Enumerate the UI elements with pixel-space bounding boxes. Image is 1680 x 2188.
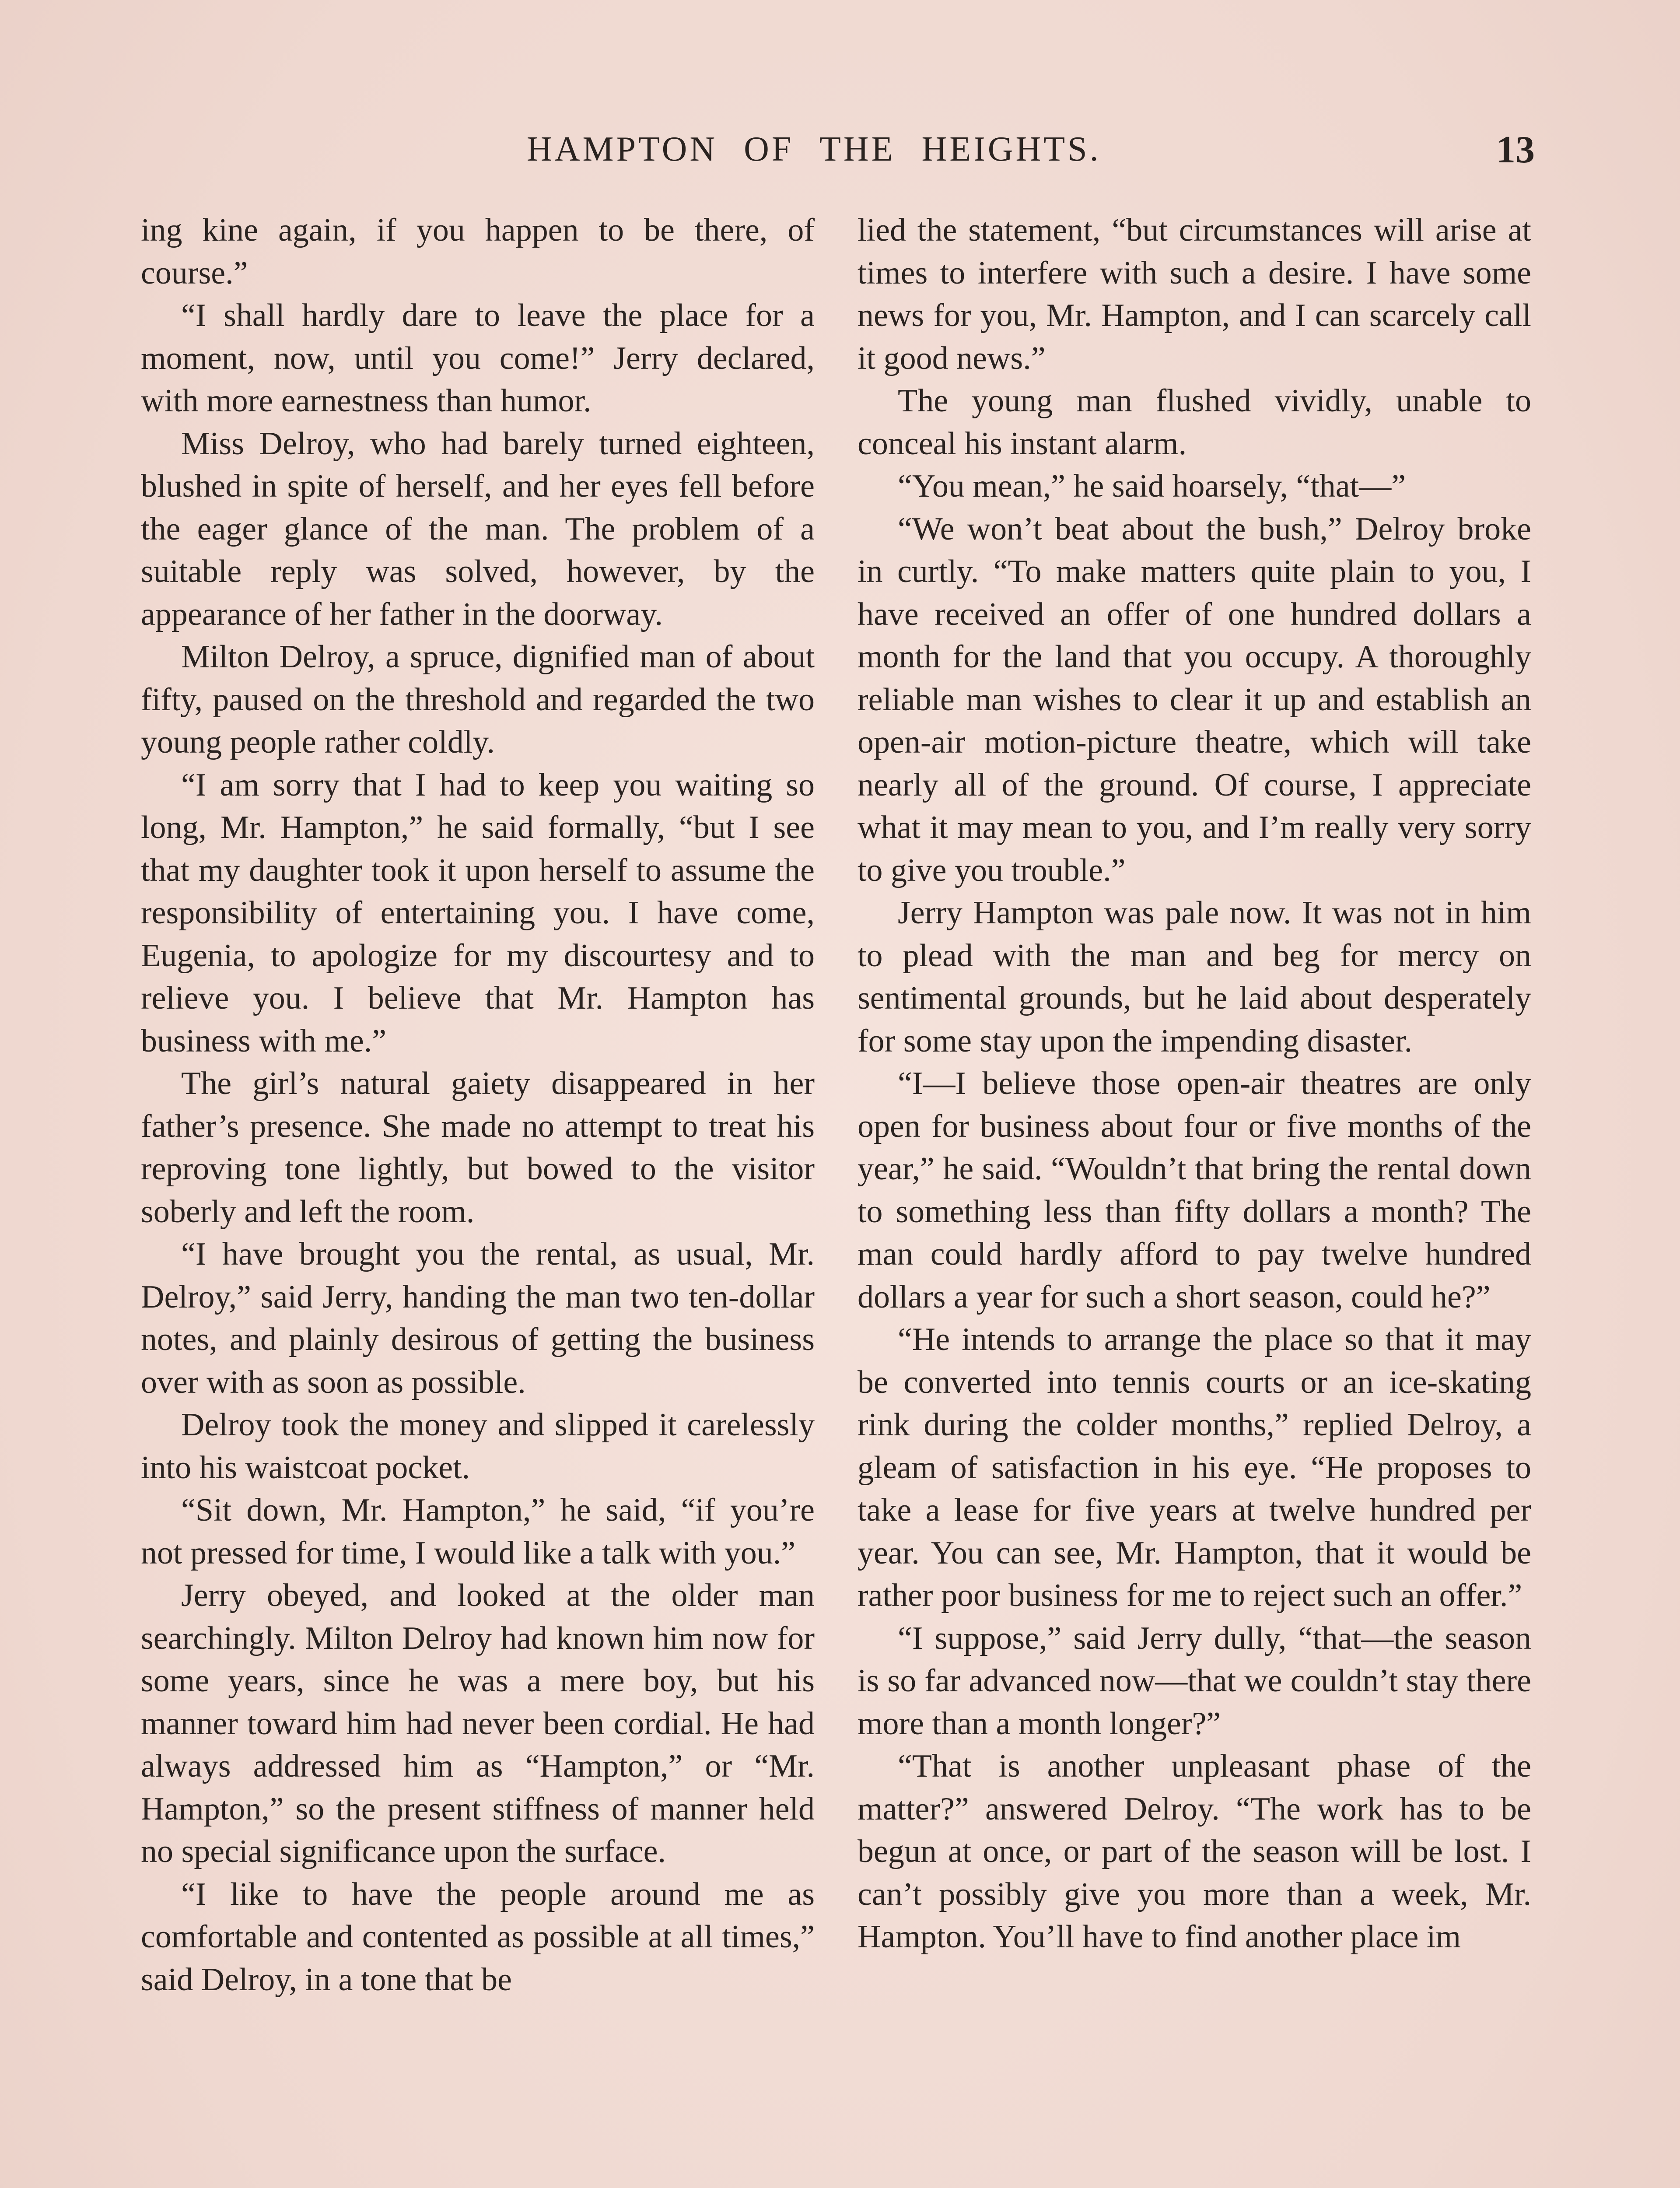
paragraph: “That is another unpleasant phase of the matter?” answered Delroy. “The work has to be begun at once, or part of the season will be lost. I can’t possibly give you more than a week, Mr. Hampton. You’ll have to find another place im — [858, 1748, 1531, 1955]
paragraph: Jerry obeyed, and looked at the older man searchingly. Milton Delroy had known him now for some years, since he was a mere boy, but his manner toward him had never been cordial. He had always addressed him as “Hampton,” or “Mr. Hampton,” so the present stiffness of manner held no special significance upon the surface. — [141, 1578, 815, 1869]
page-number: 13 — [1496, 129, 1535, 171]
paragraph: “He intends to arrange the place so that it may be converted into tennis courts or an ice-skating rink during the colder months,” replied Delroy, a gleam of satisfaction in his eye. “He proposes to take a lease for five years at twelve hundred per year. You can see, Mr. Hampton, that it would be rather poor business for me to reject such an offer.” — [858, 1322, 1531, 1613]
paragraph: ing kine again, if you happen to be there, of course.” — [141, 212, 815, 291]
paragraph: “You mean,” he said hoarsely, “that—” — [898, 468, 1406, 504]
right-text-column — [858, 209, 1531, 1959]
running-title: HAMPTON OF THE HEIGHTS. — [527, 130, 1101, 168]
left-text-column — [141, 209, 815, 2001]
paragraph: “I—I believe those open-air theatres are only open for business about four or five months of the year,” he said. “Wouldn’t that bring the rental down to something less than fifty dollars a month? The man could hardly afford to pay twelve hundred dollars a year for such a short season, could he?” — [858, 1066, 1531, 1315]
paragraph: Jerry Hampton was pale now. It was not in him to plead with the man and beg for mercy on sentimental grounds, but he laid about desperately for some stay upon the impending disaster. — [858, 895, 1531, 1059]
paragraph: “I have brought you the rental, as usual, Mr. Delroy,” said Jerry, handing the man two ten-dollar notes, and plainly desirous of getting the business over with as soon as possible. — [141, 1236, 815, 1400]
paragraph: “I am sorry that I had to keep you waiting so long, Mr. Hampton,” he said formally, “but I see that my daughter took it upon herself to assume the responsibility of entertaining you. I have come, Eugenia, to apologize for my discourtesy and to relieve you. I believe that Mr. Hampton has business with me.” — [141, 767, 815, 1059]
paragraph: The girl’s natural gaiety disappeared in her father’s presence. She made no attempt to treat his reproving tone lightly, but bowed to the visitor soberly and left the room. — [141, 1066, 815, 1230]
paragraph: “I suppose,” said Jerry dully, “that—the season is so far advanced now—that we couldn’t stay there more than a month longer?” — [858, 1620, 1531, 1742]
paragraph: Miss Delroy, who had barely turned eighteen, blushed in spite of herself, and her eyes fell before the eager glance of the man. The problem of a suitable reply was solved, however, by the appearance of her father in the doorway. — [141, 425, 815, 632]
paragraph: The young man flushed vividly, unable to conceal his instant alarm. — [858, 383, 1531, 462]
paragraph: “We won’t beat about the bush,” Delroy broke in curtly. “To make matters quite plain to you, I have received an offer of one hundred dollars a month for the land that you occupy. A thoroughly reliable man wishes to clear it up and establish an open-air motion-picture theatre, which will take nearly all of the ground. Of course, I appreciate what it may mean to you, and I’m really very sorry to give you trouble.” — [858, 511, 1531, 888]
paragraph: “I shall hardly dare to leave the place for a moment, now, until you come!” Jerry declared, with more earnestness than humor. — [141, 298, 815, 419]
paragraph: lied the statement, “but circumstances will arise at times to interfere with such a desire. I have some news for you, Mr. Hampton, and I can scarcely call it good news.” — [858, 212, 1531, 376]
page-header — [527, 130, 1586, 182]
paragraph: “Sit down, Mr. Hampton,” he said, “if you’re not pressed for time, I would like a talk with you.” — [141, 1492, 815, 1571]
paragraph: Delroy took the money and slipped it carelessly into his waistcoat pocket. — [141, 1407, 815, 1486]
paragraph: “I like to have the people around me as comfortable and contented as possible at all times,” said Delroy, in a tone that be — [141, 1876, 815, 1998]
paragraph: Milton Delroy, a spruce, dignified man of about fifty, paused on the threshold and regarded the two young people rather coldly. — [141, 639, 815, 760]
